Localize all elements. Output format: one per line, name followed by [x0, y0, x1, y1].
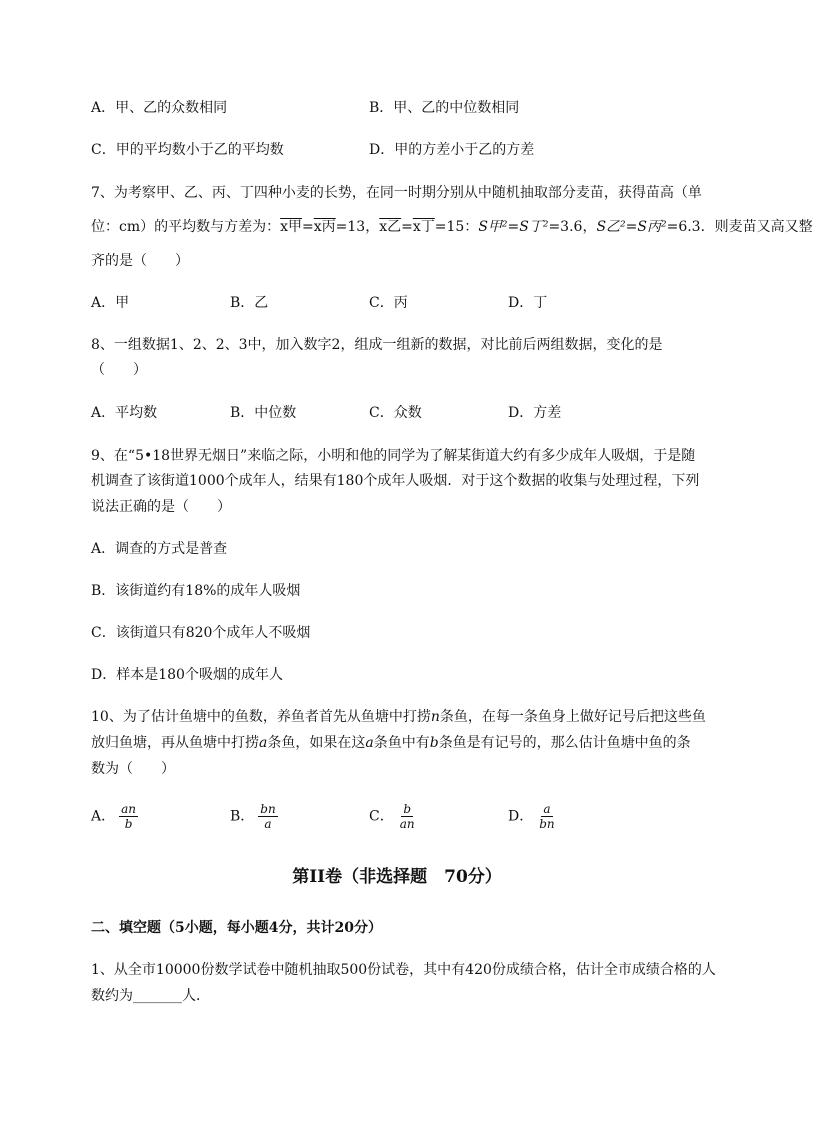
variance-yi: S乙² — [596, 219, 626, 235]
q10-line-2 — [91, 733, 691, 753]
fraction-numerator: a — [543, 802, 551, 816]
var-b: b — [429, 735, 439, 751]
var-a: a — [365, 735, 374, 751]
q8-option-b: B．中位数 — [230, 405, 297, 421]
q9-option-a: A．调查的方式是普查 — [91, 541, 228, 557]
q6-option-a: A．甲、乙的众数相同 — [91, 100, 228, 116]
fill-q1-line-2: 数约为_______人． — [91, 988, 210, 1004]
q10-line-2-part-d: 条鱼是有记号的，那么估计鱼塘中鱼的条 — [438, 735, 691, 751]
q8-option-a: A．平均数 — [91, 405, 158, 421]
q10-line-1 — [91, 707, 706, 727]
fraction — [119, 802, 138, 831]
fraction-denominator: a — [264, 817, 272, 831]
fraction-denominator: an — [399, 817, 415, 831]
q10-line-2-part-c: 条鱼中有 — [373, 735, 430, 751]
fill-q1-line-1: 1、从全市10000份数学试卷中随机抽取500份试卷，其中有420份成绩合格，估计全市成绩合格的人 — [91, 962, 716, 978]
fraction — [258, 802, 277, 831]
section-subtitle: 二、填空题（5小题，每小题4分，共计20分） — [91, 920, 382, 936]
q10-option-c — [369, 802, 417, 831]
q7-option-d: D．丁 — [508, 295, 548, 311]
q9-line-2: 机调查了该街道1000个成年人，结果有180个成年人吸烟．对于这个数据的收集与处理过程，下列 — [91, 473, 700, 489]
q9-option-b: B．该街道约有18%的成年人吸烟 — [91, 583, 301, 599]
variance-jia: S甲² — [478, 219, 508, 235]
q10-option-d — [508, 802, 557, 831]
fraction-numerator: bn — [260, 802, 276, 816]
q7-line-3: 齐的是（ ） — [91, 253, 189, 269]
var-a: a — [259, 735, 268, 751]
var-n: n — [430, 709, 440, 725]
q7-option-a: A．甲 — [91, 295, 130, 311]
fraction-denominator: b — [124, 817, 133, 831]
q8-line-2: （ ） — [91, 362, 147, 378]
q7-eq-2: = — [401, 219, 413, 235]
option-label: C． — [369, 808, 394, 825]
q9-line-1: 9、在“5•18世界无烟日”来临之际，小明和他的同学为了解某街道大约有多少成年人吸烟，于是随 — [91, 448, 696, 464]
q7-eq-3: = — [507, 219, 520, 235]
q7-value-1: =13， — [335, 219, 380, 235]
q10-line-3: 数为（ ） — [91, 761, 175, 777]
q6-option-c: C．甲的平均数小于乙的平均数 — [91, 142, 284, 158]
mean-yi: x乙 — [379, 219, 402, 235]
option-label: A． — [91, 808, 116, 825]
section-title: 第II卷（非选择题 70分） — [292, 867, 502, 887]
fraction — [398, 802, 417, 831]
q6-option-b: B．甲、乙的中位数相同 — [369, 100, 520, 116]
q10-option-a — [91, 802, 138, 831]
fraction-denominator: bn — [539, 817, 555, 831]
q7-value-4: =6.3．则麦苗又高又整 — [666, 219, 813, 235]
fraction-numerator: b — [403, 802, 411, 816]
q10-line-2-part-a: 放归鱼塘，再从鱼塘中打捞 — [91, 735, 259, 751]
q7-value-2: =15： — [434, 219, 479, 235]
fraction-numerator: an — [121, 802, 137, 816]
q7-line-2-prefix: 位：cm）的平均数与方差为： — [91, 219, 281, 235]
q7-option-c: C．丙 — [369, 295, 408, 311]
fraction — [537, 802, 556, 831]
q8-option-c: C．众数 — [369, 405, 422, 421]
q7-option-b: B．乙 — [230, 295, 269, 311]
q8-option-d: D．方差 — [508, 405, 562, 421]
q10-option-b — [230, 802, 278, 831]
q7-value-3: =3.6， — [548, 219, 597, 235]
q7-line-2 — [91, 217, 813, 237]
q10-line-2-part-b: 条鱼，如果在这 — [267, 735, 366, 751]
variance-ding: S丁² — [519, 219, 549, 235]
variance-bing: S丙² — [637, 219, 667, 235]
q9-option-d: D．样本是180个吸烟的成年人 — [91, 667, 283, 683]
q8-line-1: 8、一组数据1、2、2、3中，加入数字2，组成一组新的数据，对比前后两组数据，变化的是 — [91, 337, 663, 353]
mean-jia: x甲 — [280, 219, 303, 235]
q10-line-1-part-a: 10、为了估计鱼塘中的鱼数，养鱼者首先从鱼塘中打捞 — [91, 709, 431, 725]
mean-ding: x丁 — [412, 219, 435, 235]
mean-bing: x丙 — [313, 219, 336, 235]
q10-line-1-part-b: 条鱼，在每一条鱼身上做好记号后把这些鱼 — [439, 709, 706, 725]
q9-line-3: 说法正确的是（ ） — [91, 499, 231, 515]
q9-option-c: C．该街道只有820个成年人不吸烟 — [91, 625, 311, 641]
q7-line-1: 7、为考察甲、乙、丙、丁四种小麦的长势，在同一时期分别从中随机抽取部分麦苗，获得苗高（单 — [91, 185, 702, 201]
option-label: B． — [230, 808, 255, 825]
option-label: D． — [508, 808, 534, 825]
q6-option-d: D．甲的方差小于乙的方差 — [369, 142, 535, 158]
q7-eq-1: = — [302, 219, 314, 235]
q7-eq-4: = — [625, 219, 638, 235]
